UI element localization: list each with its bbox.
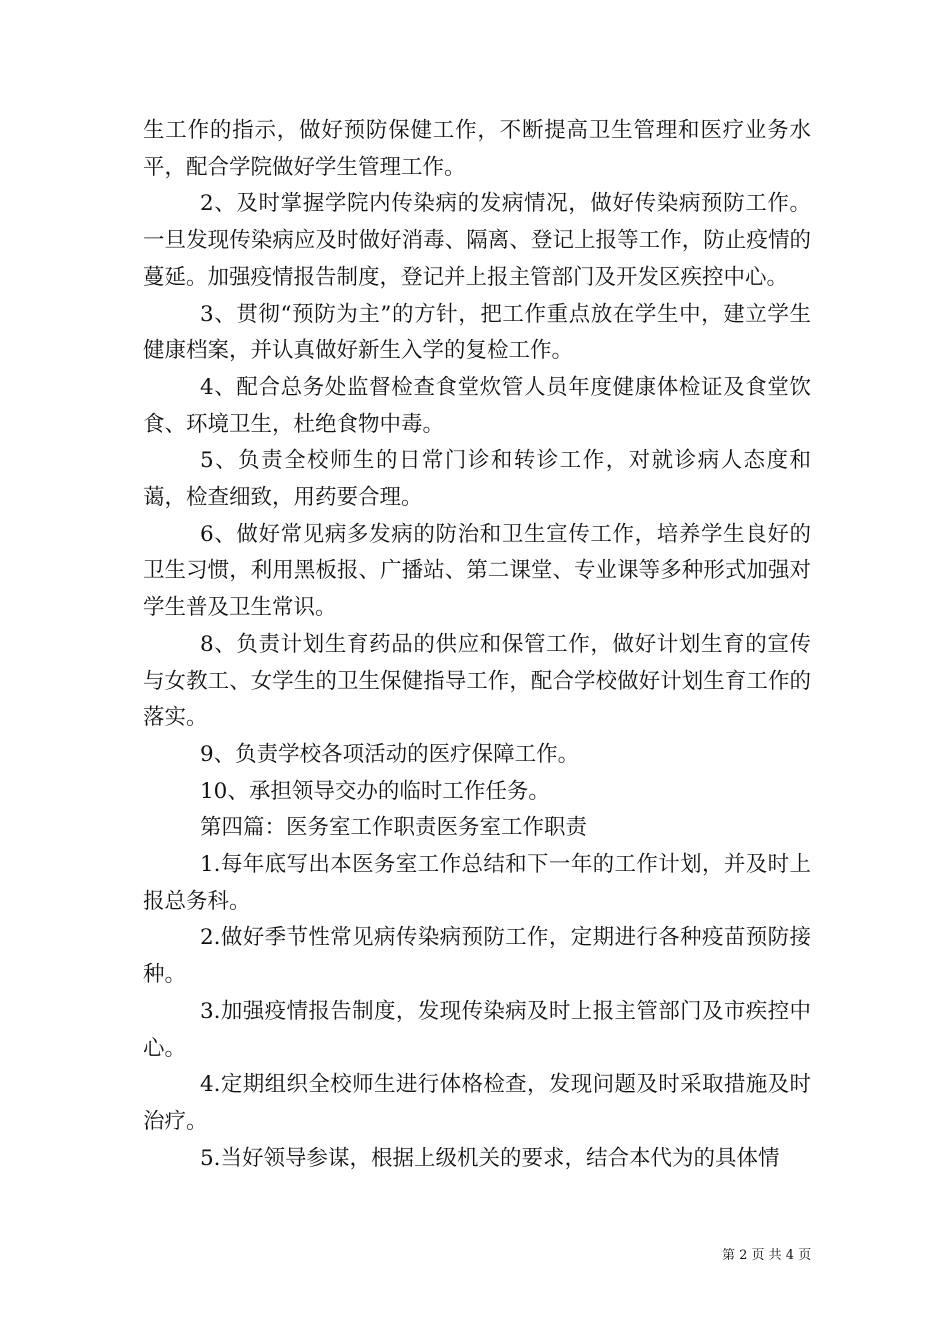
paragraph-duty-2: 2.做好季节性常见病传染病预防工作，定期进行各种疫苗预防接种。 <box>143 925 811 988</box>
paragraph-item-9: 9、负责学校各项活动的医疗保障工作。 <box>200 741 580 767</box>
page-number-footer: 第 2 页 共 4 页 <box>722 1248 812 1263</box>
paragraph-duty-5: 5.当好领导参谋，根据上级机关的要求，结合本代为的具体情 <box>200 1145 780 1171</box>
paragraph-item-5: 5、负责全校师生的日常门诊和转诊工作，对就诊病人态度和蔼，检查细致，用药要合理。 <box>143 448 811 511</box>
paragraph-item-6: 6、做好常见病多发病的防治和卫生宣传工作，培养学生良好的卫生习惯，利用黑板报、广播站、第二课堂、专业课等多种形式加强对学生普及卫生常识。 <box>143 521 811 621</box>
paragraph-duty-1: 1.每年底写出本医务室工作总结和下一年的工作计划，并及时上报总务科。 <box>143 852 811 914</box>
paragraph-item-10: 10、承担领导交办的临时工作任务。 <box>200 778 550 804</box>
section-heading: 第四篇：医务室工作职责医务室工作职责 <box>200 815 588 841</box>
paragraph-item-3: 3、贯彻“预防为主”的方针，把工作重点放在学生中，建立学生健康档案，并认真做好新生入学的复检工作。 <box>143 301 811 364</box>
paragraph-duty-3: 3.加强疫情报告制度，发现传染病及时上报主管部门及市疾控中心。 <box>143 998 811 1061</box>
paragraph-duty-4: 4.定期组织全校师生进行体格检查，发现问题及时采取措施及时治疗。 <box>143 1072 811 1134</box>
paragraph-continuation: 生工作的指示，做好预防保健工作，不断提高卫生管理和医疗业务水平，配合学院做好学生管理工作。 <box>143 118 811 180</box>
paragraph-item-4: 4、配合总务处监督检查食堂炊管人员年度健康体检证及食堂饮食、环境卫生，杜绝食物中毒。 <box>143 374 811 437</box>
document-body <box>143 113 811 1177</box>
paragraph-item-8: 8、负责计划生育药品的供应和保管工作，做好计划生育的宣传与女教工、女学生的卫生保健指导工作，配合学校做好计划生育工作的落实。 <box>143 631 811 731</box>
paragraph-item-2: 2、及时掌握学院内传染病的发病情况，做好传染病预防工作。一旦发现传染病应及时做好消毒、隔离、登记上报等工作，防止疫情的蔓延。加强疫情报告制度，登记并上报主管部门及开发区疾控中心。 <box>143 191 811 290</box>
